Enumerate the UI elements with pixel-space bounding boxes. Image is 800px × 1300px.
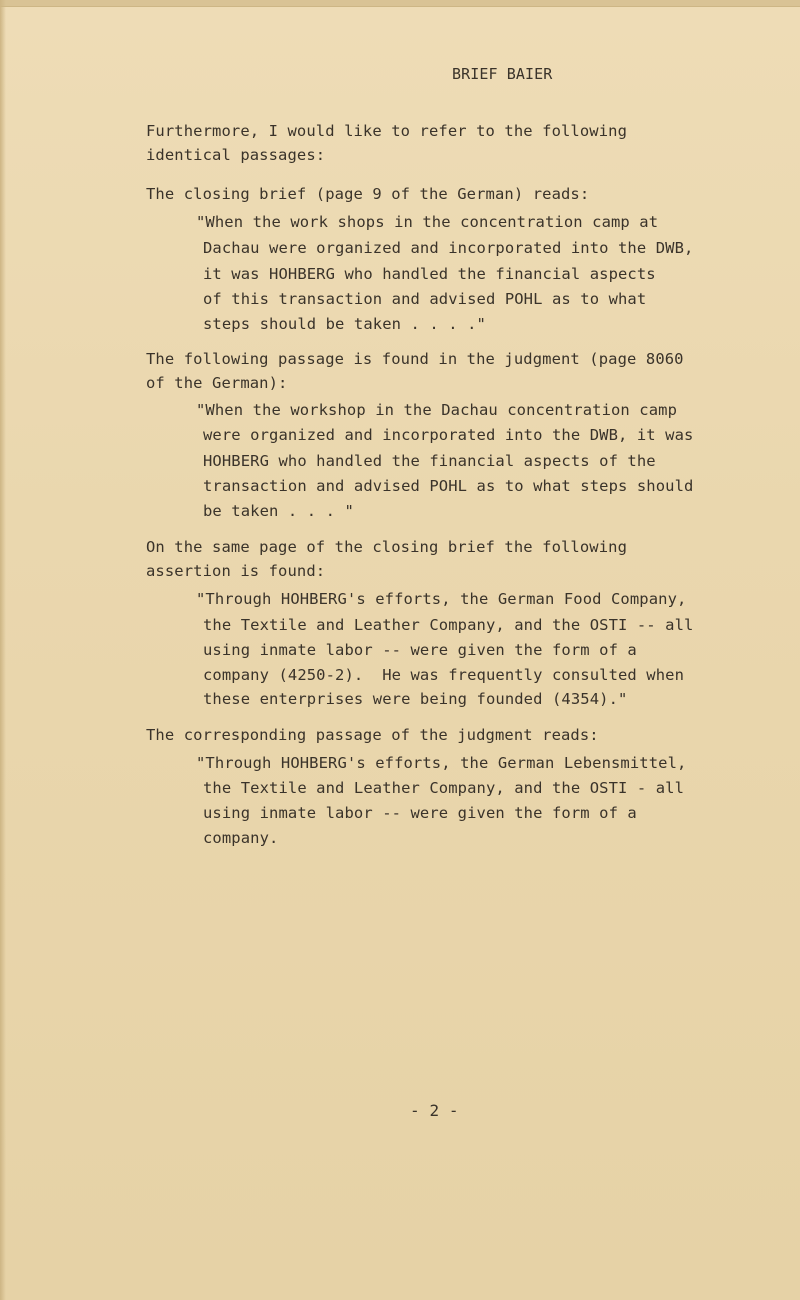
- text-line: "When the workshop in the Dachau concentration camp: [196, 401, 678, 419]
- page-number: - 2 -: [410, 1101, 459, 1120]
- page-left-edge: [0, 0, 6, 1300]
- text-line: Furthermore, I would like to refer to the following: [146, 122, 628, 140]
- text-line: "Through HOHBERG's efforts, the German Lebensmittel,: [196, 754, 687, 772]
- text-line: using inmate labor -- were given the form of a: [203, 641, 637, 659]
- text-line: "Through HOHBERG's efforts, the German Food Company,: [196, 590, 687, 608]
- text-line: transaction and advised POHL as to what steps should: [203, 477, 694, 495]
- text-line: The closing brief (page 9 of the German) reads:: [146, 185, 590, 203]
- text-line: of the German):: [146, 374, 288, 392]
- text-line: The corresponding passage of the judgment reads:: [146, 726, 599, 744]
- text-line: the Textile and Leather Company, and the OSTI -- all: [203, 616, 694, 634]
- text-line: HOHBERG who handled the financial aspects of the: [203, 452, 656, 470]
- text-line: the Textile and Leather Company, and the OSTI - all: [203, 779, 685, 797]
- text-line: steps should be taken . . . .": [203, 315, 486, 333]
- text-line: company (4250-2). He was frequently consulted when: [203, 666, 685, 684]
- text-line: these enterprises were being founded (4354).": [203, 690, 628, 708]
- text-line: identical passages:: [146, 146, 326, 164]
- text-line: of this transaction and advised POHL as to what: [203, 290, 647, 308]
- text-line: assertion is found:: [146, 562, 326, 580]
- text-line: company.: [203, 829, 279, 847]
- text-line: be taken . . . ": [203, 502, 354, 520]
- document-header: BRIEF BAIER: [452, 65, 553, 83]
- text-line: The following passage is found in the judgment (page 8060: [146, 350, 684, 368]
- text-line: On the same page of the closing brief the following: [146, 538, 628, 556]
- text-line: "When the work shops in the concentration camp at: [196, 213, 659, 231]
- text-line: it was HOHBERG who handled the financial aspects: [203, 265, 656, 283]
- page-top-edge: [0, 0, 800, 7]
- text-line: were organized and incorporated into the DWB, it was: [203, 426, 694, 444]
- text-line: using inmate labor -- were given the form of a: [203, 804, 637, 822]
- text-line: Dachau were organized and incorporated into the DWB,: [203, 239, 694, 257]
